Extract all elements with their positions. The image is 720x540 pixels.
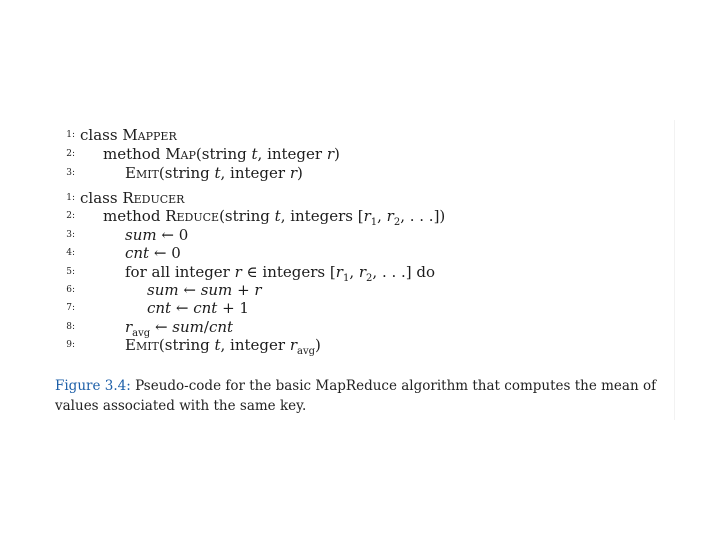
code-token: avg [132, 327, 151, 339]
line-number: 2: [66, 211, 75, 222]
code-token: 1 [370, 217, 378, 229]
code-token: ← 0 [149, 244, 181, 263]
code-token: method [103, 207, 166, 226]
code-token: r [125, 317, 133, 336]
code-text [125, 225, 188, 245]
mapper-line [0, 125, 720, 145]
reducer-line [0, 243, 720, 263]
code-token: (string [158, 336, 215, 355]
code-token: + 1 [217, 299, 249, 318]
code-token: 2 [393, 217, 401, 229]
code-token: , integer [220, 164, 290, 182]
reducer-line [0, 317, 720, 337]
code-text [125, 317, 233, 337]
figure-label: Figure 3.4: [55, 378, 131, 394]
code-token: Mapper [122, 126, 177, 144]
code-token: r [254, 281, 262, 299]
code-text [125, 335, 321, 358]
code-text [80, 188, 184, 208]
code-token: 1 [342, 272, 350, 284]
code-token: ← 0 [156, 225, 189, 244]
code-token: , integers [ [280, 207, 364, 226]
code-token: r [289, 336, 298, 355]
code-token: avg [297, 346, 316, 358]
code-token: do [416, 262, 436, 281]
code-token: (string [158, 164, 215, 182]
code-token: method [103, 145, 166, 163]
line-number: 3: [66, 229, 75, 240]
code-token: , . . .]) [400, 207, 446, 226]
code-token: r [386, 207, 394, 226]
code-token: r [289, 164, 298, 182]
code-token: ∈ integers [ [241, 262, 336, 281]
code-token: , . . .] [372, 262, 417, 281]
code-token: ) [315, 336, 321, 355]
code-token: ) [297, 164, 303, 182]
code-token: , [377, 207, 387, 226]
figure-caption [55, 376, 665, 416]
code-token: t [274, 207, 281, 226]
line-number: 3: [66, 168, 75, 178]
code-text [103, 144, 340, 164]
mapper-line [0, 163, 720, 183]
reducer-line [0, 298, 720, 318]
line-number: 2: [66, 149, 75, 159]
code-token: / [203, 317, 209, 336]
line-number: 4: [66, 248, 75, 259]
line-number: 6: [66, 285, 75, 295]
code-token: ) [334, 145, 340, 163]
code-token: , integer [257, 145, 327, 163]
code-token: (string [195, 145, 252, 163]
code-text [147, 298, 249, 318]
line-number: 8: [66, 321, 75, 332]
code-token: Emit [125, 164, 159, 182]
code-token: t [214, 336, 221, 355]
code-token: class [80, 189, 123, 207]
code-token: 2 [366, 272, 373, 284]
code-token: Emit [125, 336, 159, 355]
code-token: cnt [193, 299, 218, 318]
code-token: r [335, 262, 343, 281]
code-token: , [349, 262, 359, 281]
mapper-line [0, 144, 720, 164]
code-text [103, 206, 446, 229]
code-token: t [251, 145, 258, 163]
code-token: ← [171, 299, 194, 318]
code-token: Map [165, 145, 196, 163]
code-text [125, 163, 303, 183]
reducer-line [0, 262, 720, 282]
code-text [80, 125, 177, 145]
code-token: r [234, 262, 242, 281]
code-token: sum [172, 317, 204, 336]
code-text [125, 243, 181, 263]
code-token: sum [147, 281, 179, 299]
code-token: sum [200, 281, 233, 299]
code-token: cnt [147, 299, 172, 318]
code-token: + [232, 281, 255, 299]
line-number: 7: [66, 303, 75, 314]
reducer-line [0, 225, 720, 245]
reducer-line [0, 206, 720, 229]
reducer-line [0, 335, 720, 358]
code-token: , integer [220, 336, 290, 355]
code-text [147, 280, 262, 300]
code-token: Reducer [122, 189, 185, 207]
caption-text: Pseudo-code for the basic MapReduce algorithm that computes the mean of values associated with the same key. [55, 378, 657, 414]
code-token: r [358, 262, 367, 281]
code-token: t [214, 164, 221, 182]
code-token: class [80, 126, 123, 144]
code-token: sum [125, 225, 157, 244]
code-token: ← [150, 317, 173, 336]
reducer-line [0, 280, 720, 300]
line-number: 1: [66, 193, 75, 203]
code-token: r [363, 207, 371, 226]
code-token: r [326, 145, 335, 163]
code-text [125, 262, 435, 282]
code-token: cnt [125, 244, 150, 263]
line-number: 1: [66, 130, 75, 140]
line-number: 9: [66, 340, 75, 351]
code-token: (string [219, 207, 275, 226]
code-token: cnt [208, 317, 234, 336]
reducer-line [0, 188, 720, 208]
code-token: ← [178, 281, 201, 299]
line-number: 5: [66, 266, 75, 277]
code-token: Reduce [165, 207, 220, 226]
code-token: integer [174, 262, 235, 281]
code-token: for all [125, 262, 175, 281]
